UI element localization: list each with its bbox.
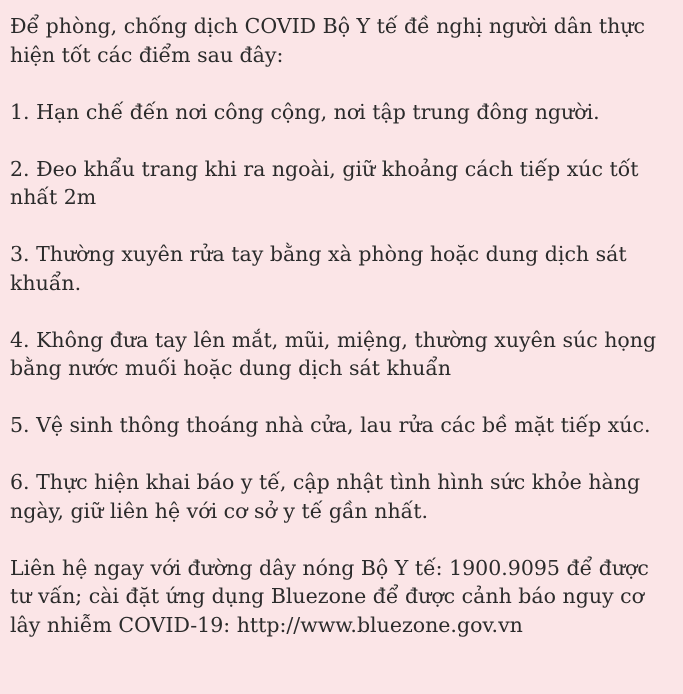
list-item: 3. Thường xuyên rửa tay bằng xà phòng hoặc dung dịch sát khuẩn.	[10, 242, 627, 295]
contact-text: Liên hệ ngay với đường dây nóng Bộ Y tế: 1900.9095 để được tư vấn; cài đặt ứng dụng Bluezone để được cảnh báo nguy cơ lây nhiễm COVID-19: http://www.bluezone.gov.vn	[10, 555, 649, 637]
list-item: 2. Đeo khẩu trang khi ra ngoài, giữ khoảng cách tiếp xúc tốt nhất 2m	[10, 156, 639, 209]
intro-text: Để phòng, chống dịch COVID Bộ Y tế đề nghị người dân thực hiện tốt các điểm sau đây:	[10, 14, 645, 67]
list-item: 1. Hạn chế đến nơi công cộng, nơi tập trung đông người.	[10, 99, 600, 124]
list-item: 4. Không đưa tay lên mắt, mũi, miệng, thường xuyên súc họng bằng nước muối hoặc dung dịch sát khuẩn	[10, 327, 657, 380]
list-item: 6. Thực hiện khai báo y tế, cập nhật tình hình sức khỏe hàng ngày, giữ liên hệ với cơ sở y tế gần nhất.	[10, 470, 641, 523]
list-item: 5. Vệ sinh thông thoáng nhà cửa, lau rửa các bề mặt tiếp xúc.	[10, 413, 651, 437]
